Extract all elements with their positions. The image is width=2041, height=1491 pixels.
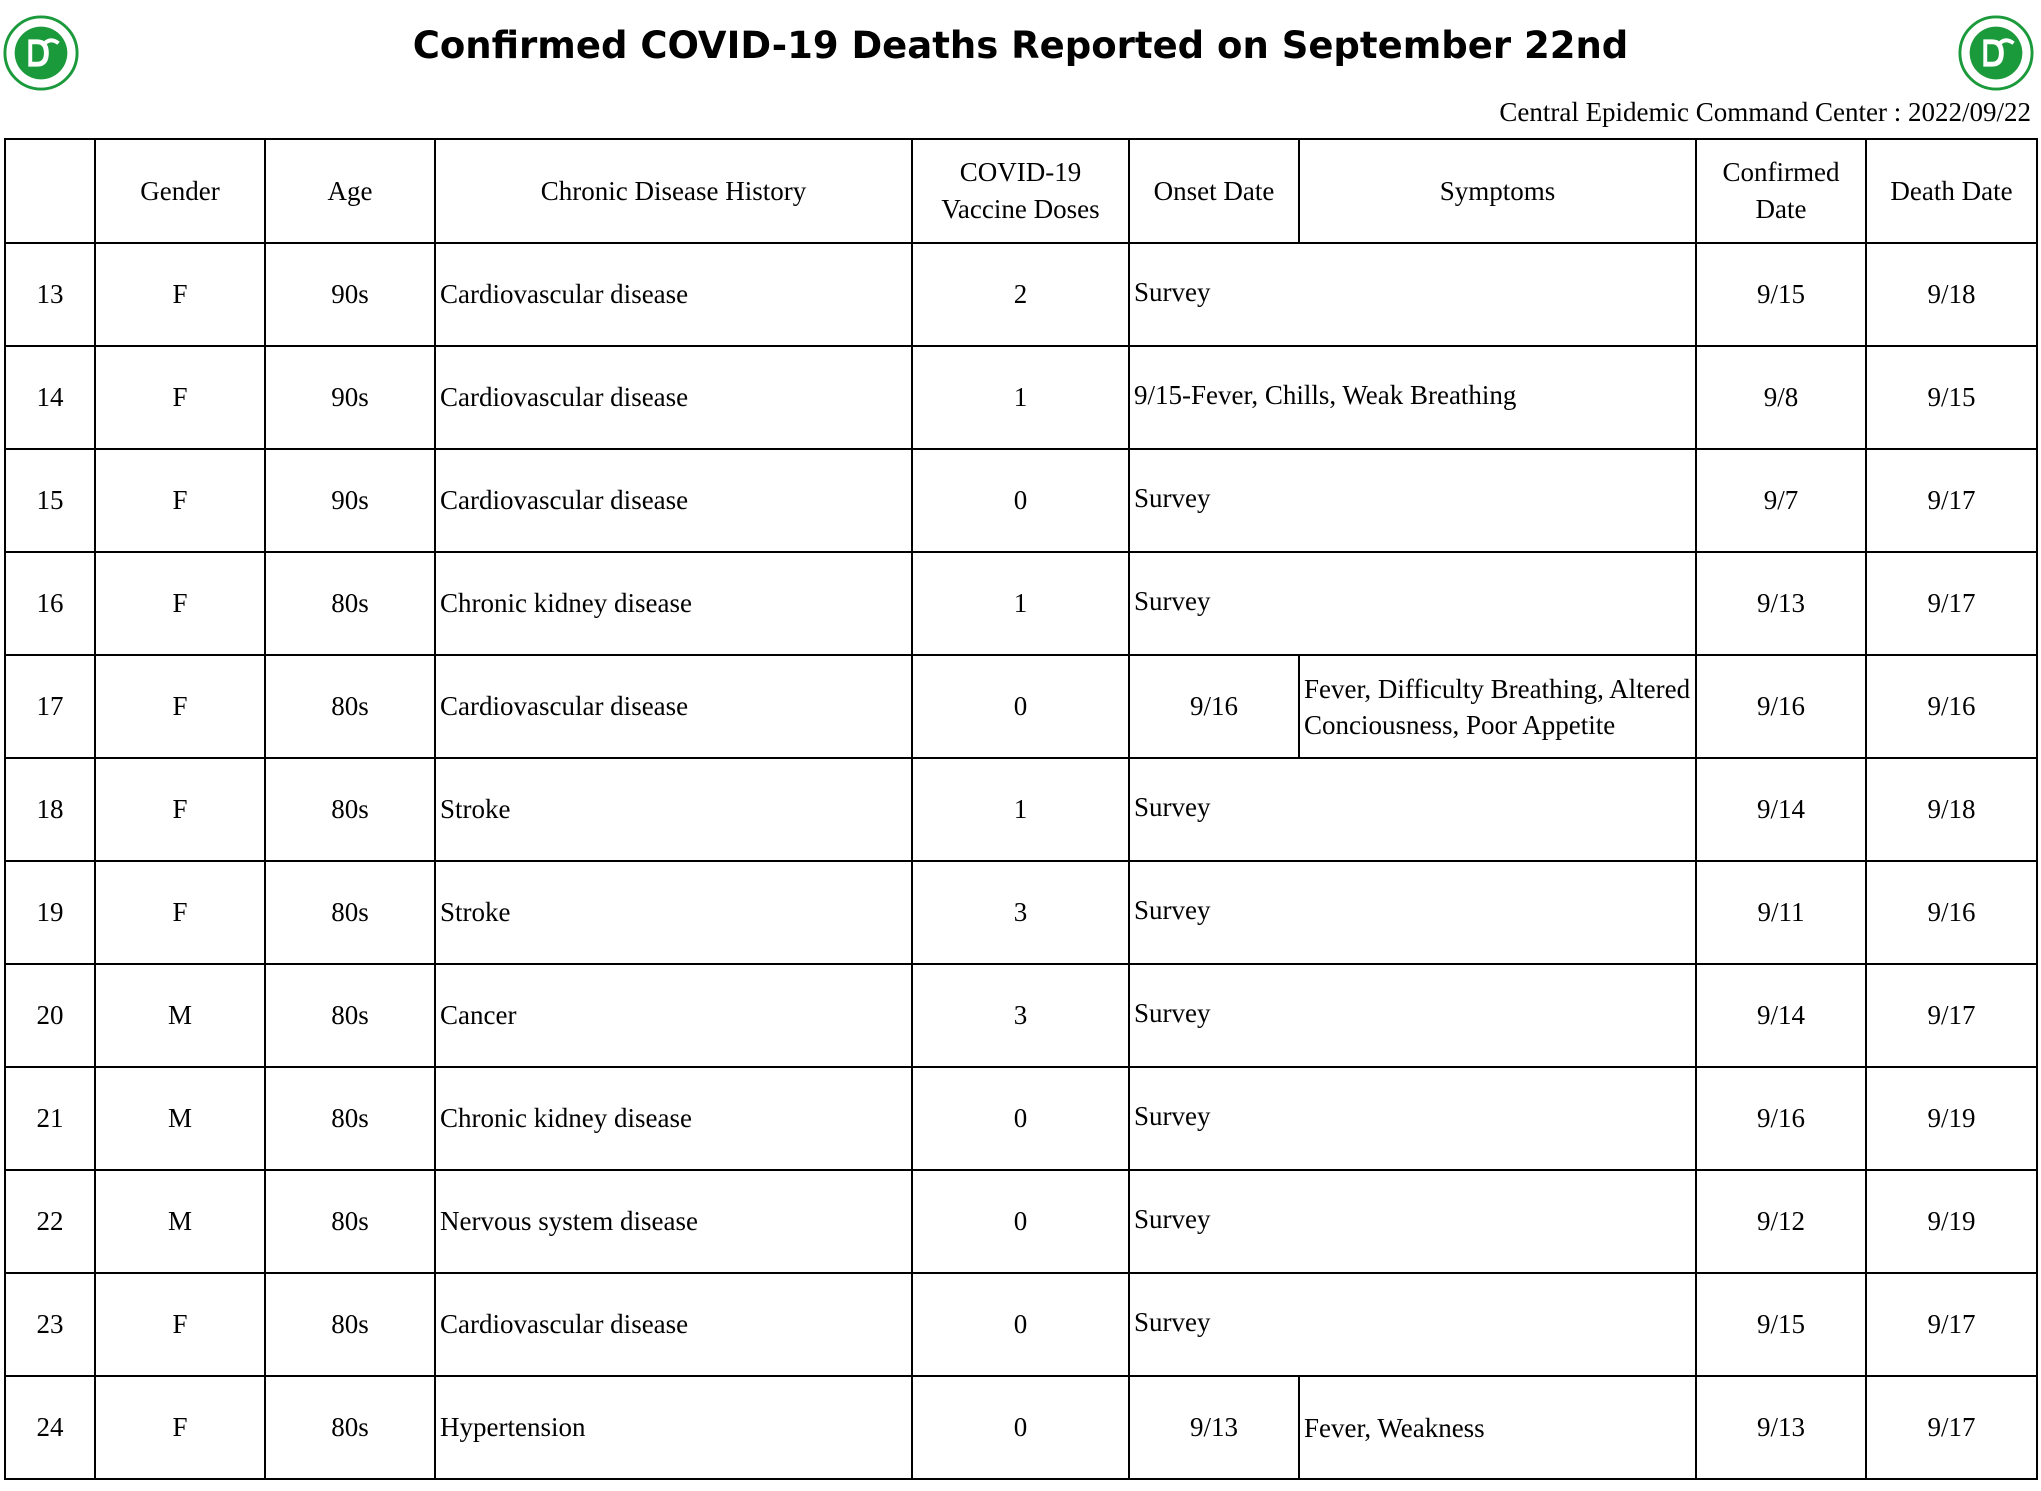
cell-no: 16: [5, 552, 95, 655]
table-row: [5, 552, 2037, 655]
col-header-death: Death Date: [1866, 139, 2037, 243]
cell-onset-symptoms: [1129, 1273, 1696, 1376]
cell-chronic: Chronic kidney disease: [435, 552, 912, 655]
onset-symptoms-text: 9/15-Fever, Chills, Weak Breathing: [1134, 380, 1517, 410]
cell-age: 90s: [265, 243, 435, 346]
cell-confirmed: 9/15: [1696, 243, 1866, 346]
table-row: [5, 346, 2037, 449]
col-header-symptoms: Symptoms: [1299, 139, 1696, 243]
cell-no: 24: [5, 1376, 95, 1479]
cell-death: 9/17: [1866, 552, 2037, 655]
cell-vaccine: 0: [912, 1273, 1129, 1376]
cell-no: 15: [5, 449, 95, 552]
onset-symptoms-text: Survey: [1134, 1204, 1211, 1234]
cell-gender: F: [95, 861, 265, 964]
cell-chronic: Cancer: [435, 964, 912, 1067]
cell-confirmed: 9/7: [1696, 449, 1866, 552]
cell-death: 9/17: [1866, 964, 2037, 1067]
col-header-onset: Onset Date: [1129, 139, 1299, 243]
cell-chronic: Stroke: [435, 758, 912, 861]
cell-vaccine: 0: [912, 1067, 1129, 1170]
cell-gender: F: [95, 758, 265, 861]
cell-death: 9/19: [1866, 1170, 2037, 1273]
cell-chronic: Cardiovascular disease: [435, 243, 912, 346]
cell-gender: F: [95, 1273, 265, 1376]
cell-confirmed: 9/14: [1696, 758, 1866, 861]
cell-chronic: Nervous system disease: [435, 1170, 912, 1273]
cell-confirmed: 9/12: [1696, 1170, 1866, 1273]
cell-age: 80s: [265, 655, 435, 758]
col-header-vaccine: COVID-19 Vaccine Doses: [912, 139, 1129, 243]
cell-vaccine: 2: [912, 243, 1129, 346]
cell-gender: F: [95, 346, 265, 449]
cell-no: 20: [5, 964, 95, 1067]
cell-chronic: Stroke: [435, 861, 912, 964]
cell-confirmed: 9/8: [1696, 346, 1866, 449]
onset-symptoms-text: Survey: [1134, 1307, 1211, 1337]
cell-age: 90s: [265, 346, 435, 449]
cell-confirmed: 9/13: [1696, 1376, 1866, 1479]
cell-gender: M: [95, 1170, 265, 1273]
cell-symptoms: Fever, Difficulty Breathing, Altered Conciousness, Poor Appetite: [1299, 655, 1696, 758]
cell-age: 80s: [265, 1067, 435, 1170]
onset-symptoms-text: Survey: [1134, 277, 1211, 307]
cell-gender: F: [95, 552, 265, 655]
col-header-gender: Gender: [95, 139, 265, 243]
col-header-chronic: Chronic Disease History: [435, 139, 912, 243]
cell-death: 9/16: [1866, 861, 2037, 964]
cell-no: 19: [5, 861, 95, 964]
cell-no: 18: [5, 758, 95, 861]
onset-symptoms-text: Survey: [1134, 792, 1211, 822]
cell-no: 17: [5, 655, 95, 758]
deaths-table: [4, 138, 2038, 1480]
cell-death: 9/17: [1866, 1376, 2037, 1479]
cell-gender: F: [95, 655, 265, 758]
cell-age: 80s: [265, 552, 435, 655]
cell-vaccine: 3: [912, 964, 1129, 1067]
cell-onset-symptoms: [1129, 758, 1696, 861]
cell-vaccine: 0: [912, 449, 1129, 552]
cell-age: 80s: [265, 964, 435, 1067]
cell-no: 23: [5, 1273, 95, 1376]
cell-death: 9/17: [1866, 1273, 2037, 1376]
cell-onset: 9/16: [1129, 655, 1299, 758]
cell-confirmed: 9/16: [1696, 1067, 1866, 1170]
table-row: [5, 449, 2037, 552]
onset-symptoms-text: Survey: [1134, 586, 1211, 616]
cell-onset-symptoms: [1129, 964, 1696, 1067]
cell-onset-symptoms: [1129, 243, 1696, 346]
cell-vaccine: 1: [912, 758, 1129, 861]
cell-age: 80s: [265, 758, 435, 861]
table-row: [5, 1170, 2037, 1273]
cell-chronic: Hypertension: [435, 1376, 912, 1479]
cell-gender: F: [95, 449, 265, 552]
cell-death: 9/19: [1866, 1067, 2037, 1170]
cell-chronic: Cardiovascular disease: [435, 1273, 912, 1376]
cell-gender: F: [95, 1376, 265, 1479]
cell-no: 22: [5, 1170, 95, 1273]
cell-death: 9/18: [1866, 243, 2037, 346]
cell-vaccine: 0: [912, 1376, 1129, 1479]
cell-onset: 9/13: [1129, 1376, 1299, 1479]
cell-gender: M: [95, 964, 265, 1067]
onset-symptoms-text: Survey: [1134, 998, 1211, 1028]
table-row: [5, 861, 2037, 964]
table-row: [5, 964, 2037, 1067]
onset-symptoms-text: Survey: [1134, 895, 1211, 925]
cell-confirmed: 9/13: [1696, 552, 1866, 655]
cell-confirmed: 9/15: [1696, 1273, 1866, 1376]
cell-chronic: Chronic kidney disease: [435, 1067, 912, 1170]
cell-onset-symptoms: [1129, 346, 1696, 449]
cell-age: 80s: [265, 1273, 435, 1376]
cell-chronic: Cardiovascular disease: [435, 655, 912, 758]
cell-onset-symptoms: [1129, 1067, 1696, 1170]
cell-chronic: Cardiovascular disease: [435, 346, 912, 449]
cell-confirmed: 9/14: [1696, 964, 1866, 1067]
cell-vaccine: 0: [912, 1170, 1129, 1273]
cell-death: 9/16: [1866, 655, 2037, 758]
cell-vaccine: 0: [912, 655, 1129, 758]
table-row: [5, 1067, 2037, 1170]
cell-onset-symptoms: [1129, 552, 1696, 655]
cell-vaccine: 1: [912, 346, 1129, 449]
onset-symptoms-text: Survey: [1134, 483, 1211, 513]
source-date: Central Epidemic Command Center : 2022/09/22: [1499, 97, 2031, 127]
onset-symptoms-text: Survey: [1134, 1101, 1211, 1131]
cell-age: 80s: [265, 861, 435, 964]
cell-gender: M: [95, 1067, 265, 1170]
cell-no: 21: [5, 1067, 95, 1170]
cell-vaccine: 1: [912, 552, 1129, 655]
table-row: [5, 1376, 2037, 1479]
cell-age: 80s: [265, 1376, 435, 1479]
cell-death: 9/15: [1866, 346, 2037, 449]
cell-confirmed: 9/11: [1696, 861, 1866, 964]
cell-onset-symptoms: [1129, 1170, 1696, 1273]
col-header-age: Age: [265, 139, 435, 243]
table-row: [5, 1273, 2037, 1376]
cell-vaccine: 3: [912, 861, 1129, 964]
cell-death: 9/18: [1866, 758, 2037, 861]
cell-no: 14: [5, 346, 95, 449]
cell-gender: F: [95, 243, 265, 346]
cell-onset-symptoms: [1129, 861, 1696, 964]
table-row: [5, 243, 2037, 346]
table-row: [5, 655, 2037, 758]
cell-chronic: Cardiovascular disease: [435, 449, 912, 552]
cell-confirmed: 9/16: [1696, 655, 1866, 758]
page-title: Confirmed COVID-19 Deaths Reported on September 22nd: [412, 24, 1629, 67]
cell-age: 80s: [265, 1170, 435, 1273]
cell-age: 90s: [265, 449, 435, 552]
table-header-row: [5, 139, 2037, 243]
cell-onset-symptoms: [1129, 449, 1696, 552]
col-header-no: [5, 139, 95, 243]
col-header-confirmed: Confirmed Date: [1696, 139, 1866, 243]
cell-no: 13: [5, 243, 95, 346]
cell-death: 9/17: [1866, 449, 2037, 552]
cell-symptoms: Fever, Weakness: [1299, 1376, 1696, 1479]
table-row: [5, 758, 2037, 861]
